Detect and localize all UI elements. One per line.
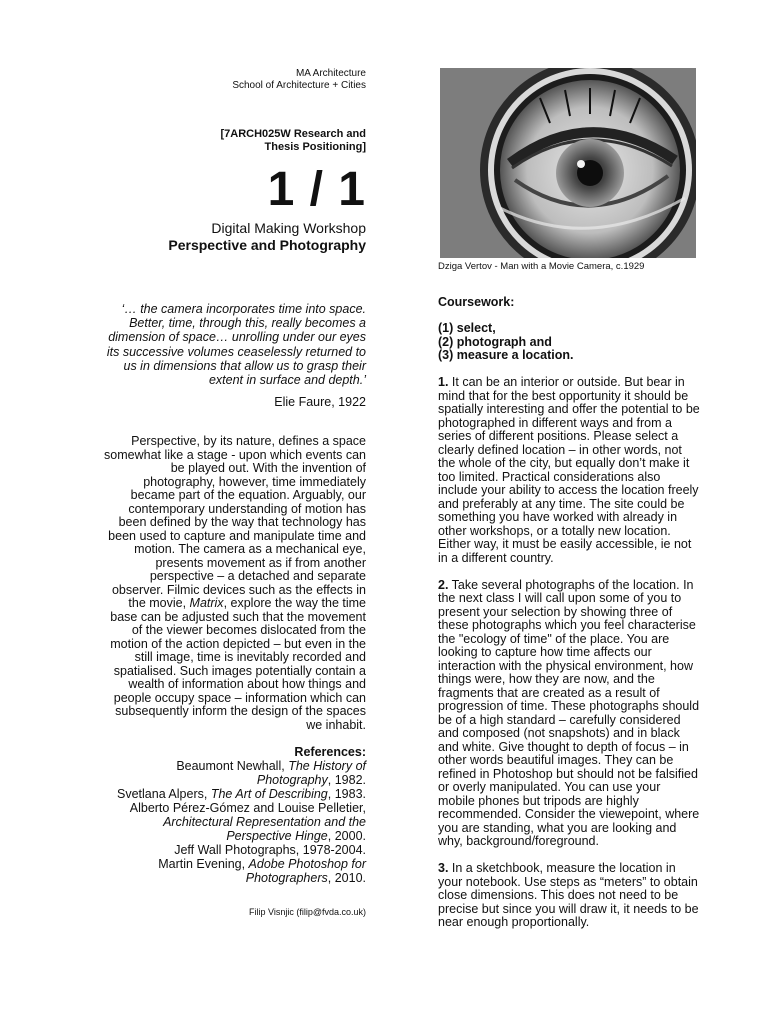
reference-item (100, 843, 366, 857)
essay-paragraph (100, 435, 366, 732)
image-caption: Dziga Vertov - Man with a Movie Camera, c.1929 (438, 261, 645, 272)
module-line-2: Thesis Positioning] (264, 141, 366, 153)
reference-author: Alberto Pérez-Gómez and Louise Pelletier, (129, 801, 366, 815)
instruction-number: 1. (438, 375, 449, 389)
step-select: (1) select, (438, 321, 496, 335)
epigraph-quote: ‘… the camera incorporates time into space. Better, time, through this, really becomes a dimension of space… unrolling under our eyes its successive volumes ceaselessly returned to us in dimensions that allow us to grasp their extent in surface and depth.’ (106, 302, 366, 388)
step-photograph: (2) photograph and (438, 334, 552, 349)
school-name: School of Architecture + Cities (232, 80, 366, 91)
reference-author: Beaumont Newhall, (176, 759, 289, 773)
coursework-heading: Coursework: (438, 295, 515, 309)
reference-year: , 2010. (327, 871, 366, 885)
reference-title: The Art of Describing (210, 787, 328, 801)
reference-author: Martin Evening, (158, 857, 249, 871)
page-number: 1 / 1 (267, 163, 366, 216)
module-code (100, 128, 366, 154)
instruction-text: It can be an interior or outside. But bear in mind that for the best opportunity it should be spatially interesting and offer the potential to be photographed in different ways and from a series of different positions. Please select a clearly defined location – in other words, not the whole of the city, but equally don’t make it too limited. Practical considerations also include your ability to access the location freely and preferably at any time. The site could be something you have worked with already in other workshops, or a totally new location. Either way, it must be easily accessible, ie not in a different country. (438, 375, 700, 565)
step-measure: (3) measure a location. (438, 348, 574, 362)
reference-item (100, 759, 366, 787)
instruction-text: In a sketchbook, measure the location in your notebook. Use steps as “meters” to obtain close dimensions. This does not need to be precise but since you will draw it, it needs to be near enough proportionally. (438, 861, 699, 929)
essay-text-1: Perspective, by its nature, defines a space somewhat like a stage - upon which events can be played out. With the invention of photography, however, time immediately became part of the equation. Arguably, our contemporary understanding of motion has been defined by the way that technology has been used to capture and manipulate time and motion. The camera as a mechanical eye, presents movement as if from another perspective – a detached and separate observer. Filmic devices such as the effects in the movie, (104, 434, 366, 610)
instruction-item (438, 376, 700, 565)
quote-attribution: Elie Faure, 1922 (274, 395, 366, 409)
reference-author: Svetlana Alpers, (117, 787, 211, 801)
references (100, 745, 366, 885)
reference-title: Adobe Photoshop for Photographers (245, 857, 366, 885)
instruction-item (438, 862, 700, 930)
workshop-title: Digital Making Workshop (211, 220, 366, 236)
reference-item (100, 787, 366, 801)
references-heading: References: (294, 745, 366, 759)
film-title: Matrix (189, 596, 224, 610)
program-name: MA Architecture (295, 68, 366, 79)
reference-year: , 1982. (327, 773, 366, 787)
instruction-item (438, 579, 700, 849)
reference-year: , 1983. (327, 787, 366, 801)
workshop-subtitle: Perspective and Photography (168, 237, 366, 253)
author-contact: Filip Visnjic (filip@fvda.co.uk) (248, 907, 366, 917)
coursework-steps (438, 322, 700, 363)
coursework-instructions (438, 376, 700, 943)
reference-title: Architectural Representation and the Perspective Hinge (163, 815, 366, 843)
program-info (100, 68, 366, 92)
reference-item (100, 801, 366, 843)
eye-lens-photo (440, 68, 696, 258)
eye-lens-image (440, 68, 696, 258)
essay-text-2: , explore the way the time base can be adjusted such that the movement of the viewer becomes dislocated from the motion of the action depicted – but even in the still image, time is inevitably recorded and spatialised. Such images potentially contain a wealth of information about how things and people occupy space – information which can subsequently inform the design of the spaces we inhabit. (110, 596, 366, 732)
instruction-number: 2. (438, 577, 449, 592)
reference-author: Jeff Wall Photographs, 1978-2004. (174, 843, 366, 857)
module-line-1: [7ARCH025W Research and (220, 128, 366, 140)
instruction-text: Take several photographs of the location. In the next class I will call upon some of you to present your selection by showing three of these photographs which you feel characterise the "ecology of time" of the place. You are looking to capture how time affects our interaction with the physical environment, how things were, how they are now, and the fragments that are created as a result of progression of time. These photographs should be of a high standard – carefully considered and composed (not snapshots) and in black and white. Give thought to depth of focus – in other words beautiful images. They can be refined in Photoshop but should not be falsified or overly manipulated. You can use your mobile phones but tripods are highly recommended. Consider the viewepoint, where you are standing, what you are looking and why, background/foreground. (438, 577, 700, 848)
reference-title: The History of Photography (256, 759, 366, 787)
reference-year: , 2000. (327, 829, 366, 843)
instruction-number: 3. (438, 861, 449, 875)
reference-item (100, 857, 366, 885)
